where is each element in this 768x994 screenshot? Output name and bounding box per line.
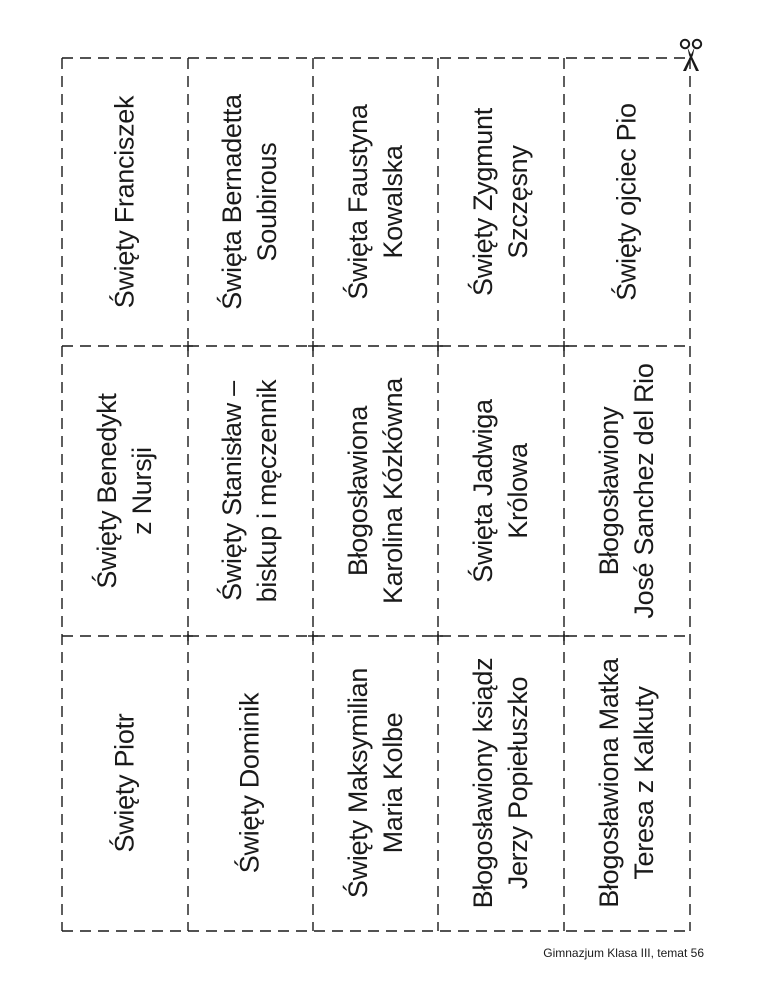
card-label: Święty Franciszek: [109, 95, 140, 309]
card-label: Błogosławiona Karolina Kózkówna: [343, 377, 408, 605]
card-label: Święta Jadwiga Królowa: [468, 399, 533, 583]
card-label: Święty Zygmunt Szczęsny: [468, 108, 533, 296]
card-label: Święty Stanisław – biskup i męczennik: [217, 379, 282, 603]
card-label: Błogosławiony José Sanchez del Rio: [594, 363, 659, 619]
card-label: Święty Benedykt z Nursji: [92, 393, 157, 589]
page-footer: Gimnazjum Klasa III, temat 56: [543, 946, 704, 960]
card-label: Święta Faustyna Kowalska: [343, 104, 408, 300]
card-label: Święta Bernadetta Soubirous: [217, 94, 282, 310]
card-label: Święty Dominik: [234, 692, 265, 874]
scissors-icon: [678, 38, 704, 72]
card-label: Święty Piotr: [109, 713, 140, 853]
card-label: Błogosławiony ksiądz Jerzy Popiełuszko: [468, 657, 533, 909]
card-label: Błogosławiona Matka Teresa z Kalkuty: [594, 658, 659, 908]
card-label: Święty ojciec Pio: [611, 103, 642, 301]
card-label: Święty Maksymilian Maria Kolbe: [343, 667, 408, 899]
